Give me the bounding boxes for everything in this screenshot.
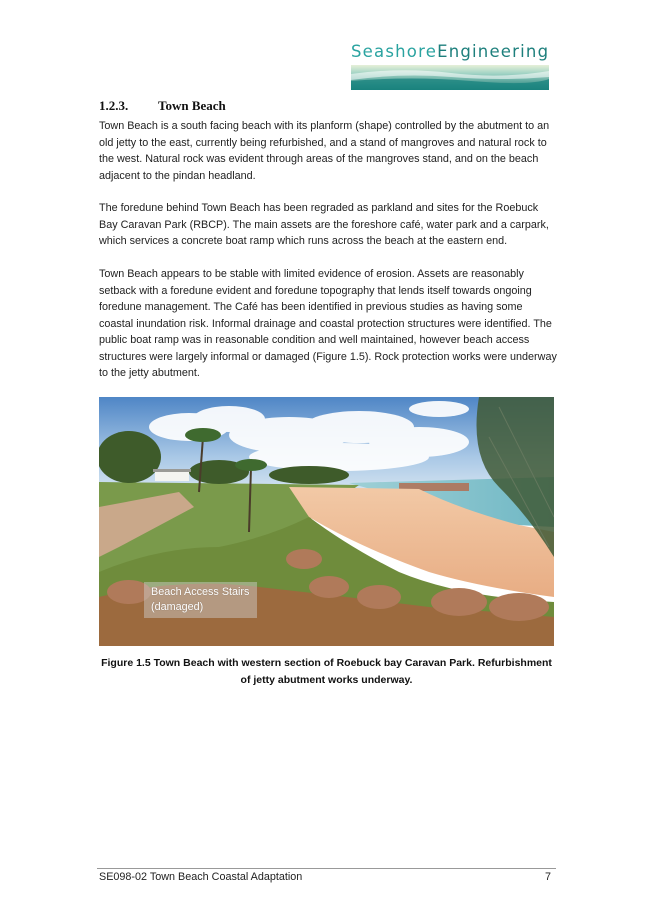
figure-photo [99, 397, 554, 646]
figure-caption-text: Figure 1.5 Town Beach with western section of Roebuck bay Caravan Park. Refurbishment of jetty abutment works underway. [101, 657, 552, 686]
section-title: Town Beach [158, 98, 226, 113]
paragraph-planform: Town Beach is a south facing beach with its planform (shape) controlled by the abutment to an old jetty to the east, currently being refurbished, and a stand of mangroves and natural rock to the west. Natural rock was evident through areas of the mangroves stand, and on the beach adjacent to the pindan headland. [99, 120, 550, 182]
logo-word-engineering: Engineering [437, 42, 550, 61]
footer-page-number: 7 [545, 871, 552, 883]
footer-divider [97, 868, 556, 869]
logo-wave-graphic [351, 65, 549, 90]
section-heading [99, 98, 226, 114]
paragraph-foredune: The foredune behind Town Beach has been regraded as parkland and sites for the Roebuck Bay Caravan Park (RBCP). The main assets are the foreshore café, water park and a carpark, which services a concrete boat ramp which runs across the beach at the eastern end. [99, 202, 549, 247]
footer-document-title: SE098-02 Town Beach Coastal Adaptation [99, 871, 303, 883]
beach-access-stairs-label [144, 582, 257, 618]
logo-word-seashore: Seashore [351, 42, 438, 61]
photo-label-line1: Beach Access Stairs [151, 586, 250, 598]
paragraph-stability: Town Beach appears to be stable with limited evidence of erosion. Assets are reasonably setback with a foredune evident and foredune topography that lends itself towards ongoing foredune management. The Café has been identified in previous studies as having some coastal inundation risk. Informal drainage and coastal protection structures were identified. The public boat ramp was in reasonable condition and well maintained, however beach access structures were largely informal or damaged (Figure 1.5). Rock protection works were underway to the jetty abutment. [99, 268, 557, 379]
logo-text [351, 42, 549, 62]
figure-caption [99, 655, 554, 688]
photo-label-line2: (damaged) [151, 601, 204, 613]
section-number: 1.2.3. [99, 98, 129, 113]
company-logo [351, 42, 549, 90]
